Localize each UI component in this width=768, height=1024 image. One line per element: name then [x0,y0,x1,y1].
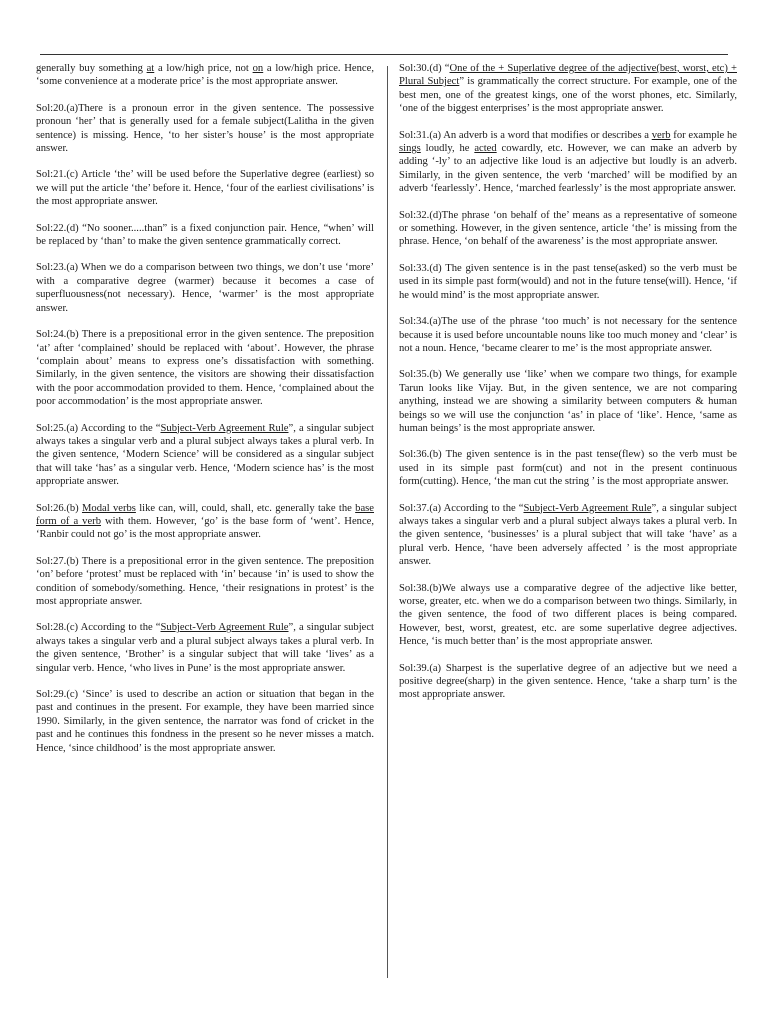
left-solution-paragraph [36,222,374,249]
paragraph-text: Sol:33.(d) The given sentence is in the past tense(asked) so the verb must be used in its simple past form(would) and not in the future tense(will). Hence, ‘if he would mind’ is the most appropriate answer. [399,262,737,301]
underlined-text: One of the + Superlative degree of the adjective(best, worst, etc) + Plural Subject [399,63,737,88]
paragraph-text: generally buy something [36,63,147,74]
paragraph-text: Sol:27.(b) There is a prepositional error in the given sentence. The preposition ‘on’ before ‘protest’ must be replaced with ‘in’ because ‘in’ is used to show the condition of somebody/something. Hence, ‘their resignations in protest’ is the most appropriate answer. [36,555,374,607]
paragraph-text: a low/high price. Hence, ‘some convenience at a moderate price’ is the most appropriate answer. [36,63,374,88]
underlined-text: Modal verbs [81,502,136,514]
right-solution-paragraph [399,62,737,116]
paragraph-text: loudly, he [420,143,475,155]
underlined-text: Subject-Verb Agreement Rule [160,622,289,634]
paragraph-text: Sol:35.(b) We generally use ‘like’ when we compare two things, for example Tarun looks like Vijay. But, in the given sentence, we are not comparing anything, instead we are showing a similarity between computers & human beings so we will use the conjunction ‘as’ in place of ‘like’. Hence, ‘same as human beings’ is the most appropriate answer. [399,369,737,434]
left-solution-paragraph [36,168,374,208]
right-solution-paragraph [399,502,737,569]
right-solution-paragraph [399,368,737,435]
paragraph-text: Sol:25.(a) According to the “ [36,422,161,434]
paragraph-text: Sol:29.(c) ‘Since’ is used to describe an action or situation that began in the past and continues in the present. For example, they have been married since 1990. Similarly, in the given sentence, the narrator was fond of cricket in the past and he continues this fondness in the present so he never misses a match. Hence, ‘since childhood’ is the most appropriate answer. [36,689,374,754]
left-solution-paragraph [36,261,374,315]
paragraph-text: with them. However, ‘go’ is the base form of ‘went’. Hence, ‘Ranbir could not go’ is the most appropriate answer. [36,515,374,541]
paragraph-text: ”, a singular subject always takes a singular verb and a plural subject always takes a plural verb. In the given sentence, ‘Modern Science’ will be considered as a singular subject that will take ‘has’ as a singular verb. Hence, ‘Modern science has’ is the most appropriate answer. [36,422,374,488]
paragraph-text: like can, will, could, shall, etc. generally take the [135,502,356,514]
left-solution-paragraph [36,555,374,609]
paragraph-text: Sol:30.(d) “ [399,63,450,74]
left-solution-paragraph [36,688,374,755]
right-solution-paragraph [399,448,737,488]
underlined-text: acted [474,143,497,155]
paragraph-text: ” is grammatically the correct structure. For example, one of the best men, one of the greatest kings, one of the worst phones, etc. Similarly, ‘one of the biggest enterprises’ is the most appropriate answer. [399,76,737,115]
paragraph-text: for example he [670,129,737,141]
right-solution-paragraph [399,262,737,302]
left-solution-paragraph [36,102,374,156]
paragraph-text: Sol:24.(b) There is a prepositional error in the given sentence. The preposition ‘at’ after ‘complained’ should be replaced with ‘about’. However, the phrase ‘complain about’ means to express one’s dissatisfaction with something. Similarly, in the given sentence, the visitors are showing their dissatisfaction with the poor accommodation provided to them. Hence, ‘complained about the poor accommodation’ is the most appropriate answer. [36,329,374,408]
paragraph-text: Sol:20.(a)There is a pronoun error in the given sentence. The possessive pronoun ‘her’ that is generally used for a female subject(Lalitha in the given sentence) is missing. Hence, ‘to her sister’s house’ is the most appropriate answer. [36,102,374,155]
paragraph-text: Sol:26.(b) [36,502,82,514]
left-solution-paragraph [36,328,374,408]
column-divider [387,66,388,978]
left-column [36,62,374,768]
left-solution-paragraph [36,502,374,542]
paragraph-text: Sol:34.(a)The use of the phrase ‘too much’ is not necessary for the sentence because it is used before uncountable nouns like too much money and ‘clear’ is not a noun. Hence, ‘became clearer to me’ is the most appropriate answer. [399,316,737,354]
left-solution-paragraph [36,422,374,489]
underlined-text: at [146,63,155,74]
paragraph-text: Sol:38.(b)We always use a comparative degree of the adjective like better, worse, greater, etc. when we do a comparison between two things. Similarly, in the given sentence, the food of two different places is being compared. However, best, worst, greatest, etc. are some superlative degree adjectives. Hence, ‘is much better than’ is the most appropriate answer. [399,582,737,648]
underlined-text: on [252,63,264,74]
top-rule [40,54,728,55]
underlined-text: verb [651,129,671,141]
underlined-text: sings [399,143,421,155]
paragraph-text: Sol:37.(a) According to the “ [399,502,524,514]
underlined-text: base form of a verb [36,502,374,527]
paragraph-text: Sol:32.(d)The phrase ‘on behalf of the’ means as a representative of someone or something. However, in the given sentence, article ‘the’ is missing from the phrase. Hence, ‘on behalf of the awareness’ is the most appropriate answer. [399,209,737,248]
paragraph-text: ”, a singular subject always takes a singular verb and a plural subject always takes a plural verb. In the given sentence, ‘Brother’ is a singular subject that will take ‘lives’ as a singular verb. Hence, ‘who lives in Pune’ is the most appropriate answer. [36,622,374,674]
paragraph-text: cowardly, etc. However, we can make an adverb by adding ‘-ly’ to an adjective like loud is an adjective but loudly is an adverb. Similarly, in the given sentence, the verb ‘marched’ will be modified by an adverb ‘fearlessly’. Hence, ‘marched fearlessly’ is the most appropriate answer. [399,143,737,195]
paragraph-text: Sol:31.(a) An adverb is a word that modifies or describes a [399,129,652,141]
paragraph-text: a low/high price, not [154,63,253,74]
paragraph-text: Sol:22.(d) “No sooner.....than” is a fixed conjunction pair. Hence, “when’ will be replaced by ‘than’ to make the given sentence grammatically correct. [36,222,374,248]
right-solution-paragraph [399,662,737,702]
left-solution-paragraph [36,62,374,89]
underlined-text: Subject-Verb Agreement Rule [160,422,289,434]
right-solution-paragraph [399,582,737,649]
paragraph-text: Sol:28.(c) According to the “ [36,622,161,634]
paragraph-text: Sol:39.(a) Sharpest is the superlative degree of an adjective but we need a positive degree(sharp) in the given sentence. Hence, ‘take a sharp turn’ is the most appropriate answer. [399,662,737,701]
left-solution-paragraph [36,621,374,675]
right-solution-paragraph [399,129,737,196]
paragraph-text: Sol:21.(c) Article ‘the’ will be used before the Superlative degree (earliest) so we will put the article ‘the’ before it. Hence, ‘four of the earliest civilisations’ is the most appropriate answer. [36,169,374,208]
underlined-text: Subject-Verb Agreement Rule [523,502,652,514]
right-solution-paragraph [399,315,737,355]
paragraph-text: Sol:23.(a) When we do a comparison between two things, we don’t use ‘more’ with a comparative degree (warmer) because it becomes a case of superfluousness(not necessary). Hence, ‘warmer’ is the most appropriate answer. [36,262,374,314]
paragraph-text: Sol:36.(b) The given sentence is in the past tense(flew) so the verb must be used in its simple past form(cut) and not in the present continuous form(cutting). Hence, ‘the man cut the string ’ is the most appropriate answer. [399,449,737,488]
paragraph-text: ”, a singular subject always takes a singular verb and a plural subject always takes a plural verb. In the given sentence, ‘businesses’ is a plural subject that will take ‘have’ as a plural verb. Hence, ‘have been adversely affected ’ is the most appropriate answer. [399,502,737,568]
right-column [399,62,737,715]
right-solution-paragraph [399,209,737,249]
